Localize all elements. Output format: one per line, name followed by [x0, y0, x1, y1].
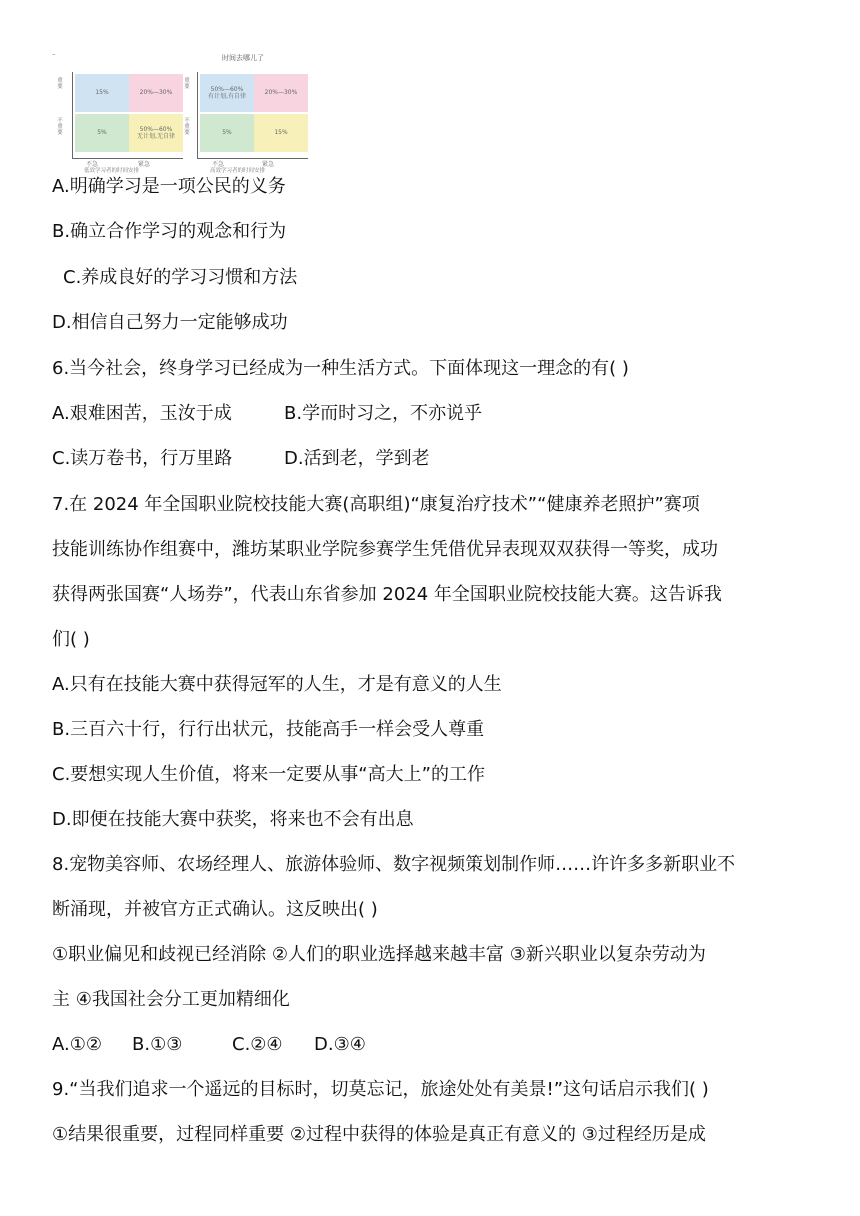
figure-title: 时间去哪儿了: [222, 54, 264, 62]
left-y-not-important: 不重要: [57, 118, 63, 137]
right-cell-important-urgent: 20%—30%: [254, 74, 308, 112]
left-matrix: [72, 72, 183, 159]
q5-option-a: A.明确学习是一项公民的义务: [52, 176, 286, 197]
q8-option-b: B.①③: [132, 1034, 183, 1055]
q7-option-a: A.只有在技能大赛中获得冠军的人生，才是有意义的人生: [52, 674, 502, 695]
q8-statements-line1: ①职业偏见和歧视已经消除 ②人们的职业选择越来越丰富 ③新兴职业以复杂劳动为: [52, 944, 706, 965]
left-cell-important-noturgent: 15%: [75, 74, 129, 112]
q7-option-b: B.三百六十行，行行出状元，技能高手一样会受人尊重: [52, 719, 485, 740]
q8-statements-line2: 主 ④我国社会分工更加精细化: [52, 989, 290, 1010]
figure-dash: –: [52, 50, 56, 58]
right-x-urgent: 紧急: [262, 161, 275, 168]
right-y-important: 重要: [184, 78, 190, 91]
q7-option-d: D.即便在技能大赛中获奖，将来也不会有出息: [52, 809, 414, 830]
left-caption: 低效学习者的时间安排: [84, 168, 140, 174]
q8-option-a: A.①②: [52, 1034, 102, 1055]
left-cell-notimportant-urgent: 50%—60% 无计划,无自律: [129, 114, 183, 152]
q5-option-b: B.确立合作学习的观念和行为: [52, 221, 287, 242]
q5-option-c: C.养成良好的学习习惯和方法: [63, 267, 298, 288]
left-y-important: 重要: [57, 78, 63, 91]
q8-stem-line1: 8.宠物美容师、农场经理人、旅游体验师、数字视频策划制作师……许许多多新职业不: [52, 854, 736, 875]
q7-stem-line4: 们( ): [52, 629, 90, 650]
right-caption: 高效学习者的时间安排: [210, 168, 266, 174]
q6-stem: 6.当今社会，终身学习已经成为一种生活方式。下面体现这一理念的有( ): [52, 358, 629, 379]
right-cell-important-noturgent: 50%—60% 有计划,有自律: [200, 74, 254, 112]
left-cell-important-urgent: 20%—30%: [129, 74, 183, 112]
q9-statements-line1: ①结果很重要，过程同样重要 ②过程中获得的体验是真正有意义的 ③过程经历是成: [52, 1124, 706, 1145]
q6-option-d: D.活到老，学到老: [284, 448, 430, 469]
right-cell-notimportant-urgent: 15%: [254, 114, 308, 152]
q6-option-a: A.艰难困苦，玉汝于成: [52, 403, 232, 424]
time-allocation-figure: [52, 46, 318, 174]
left-cell-notimportant-noturgent: 5%: [75, 114, 129, 152]
q7-stem-line3: 获得两张国赛“人场券”，代表山东省参加 2024 年全国职业院校技能大赛。这告诉我: [52, 584, 722, 605]
q7-stem-line1: 7.在 2024 年全国职业院校技能大赛(高职组)“康复治疗技术”“健康养老照护”赛项: [52, 494, 700, 515]
q8-option-c: C.②④: [232, 1034, 283, 1055]
q5-option-d: D.相信自己努力一定能够成功: [52, 312, 288, 333]
right-cell-notimportant-noturgent: 5%: [200, 114, 254, 152]
left-x-not-urgent: 不急: [86, 161, 99, 168]
q6-option-b: B.学而时习之，不亦说乎: [284, 403, 483, 424]
q9-stem: 9.“当我们追求一个遥远的目标时，切莫忘记，旅途处处有美景!”这句话启示我们( ): [52, 1079, 709, 1100]
left-x-urgent: 紧急: [138, 161, 151, 168]
q7-stem-line2: 技能训练协作组赛中，潍坊某职业学院参赛学生凭借优异表现双双获得一等奖，成功: [52, 539, 718, 560]
right-x-not-urgent: 不急: [212, 161, 225, 168]
q8-options: [52, 1033, 366, 1057]
right-y-not-important: 不重要: [184, 118, 190, 137]
q6-options-row2: [52, 447, 430, 471]
right-matrix: [197, 72, 308, 159]
q8-option-d: D.③④: [314, 1034, 366, 1055]
q6-options-row1: [52, 402, 482, 426]
q8-stem-line2: 断涌现，并被官方正式确认。这反映出( ): [52, 899, 378, 920]
q6-option-c: C.读万卷书，行万里路: [52, 448, 233, 469]
q7-option-c: C.要想实现人生价值，将来一定要从事“高大上”的工作: [52, 764, 485, 785]
